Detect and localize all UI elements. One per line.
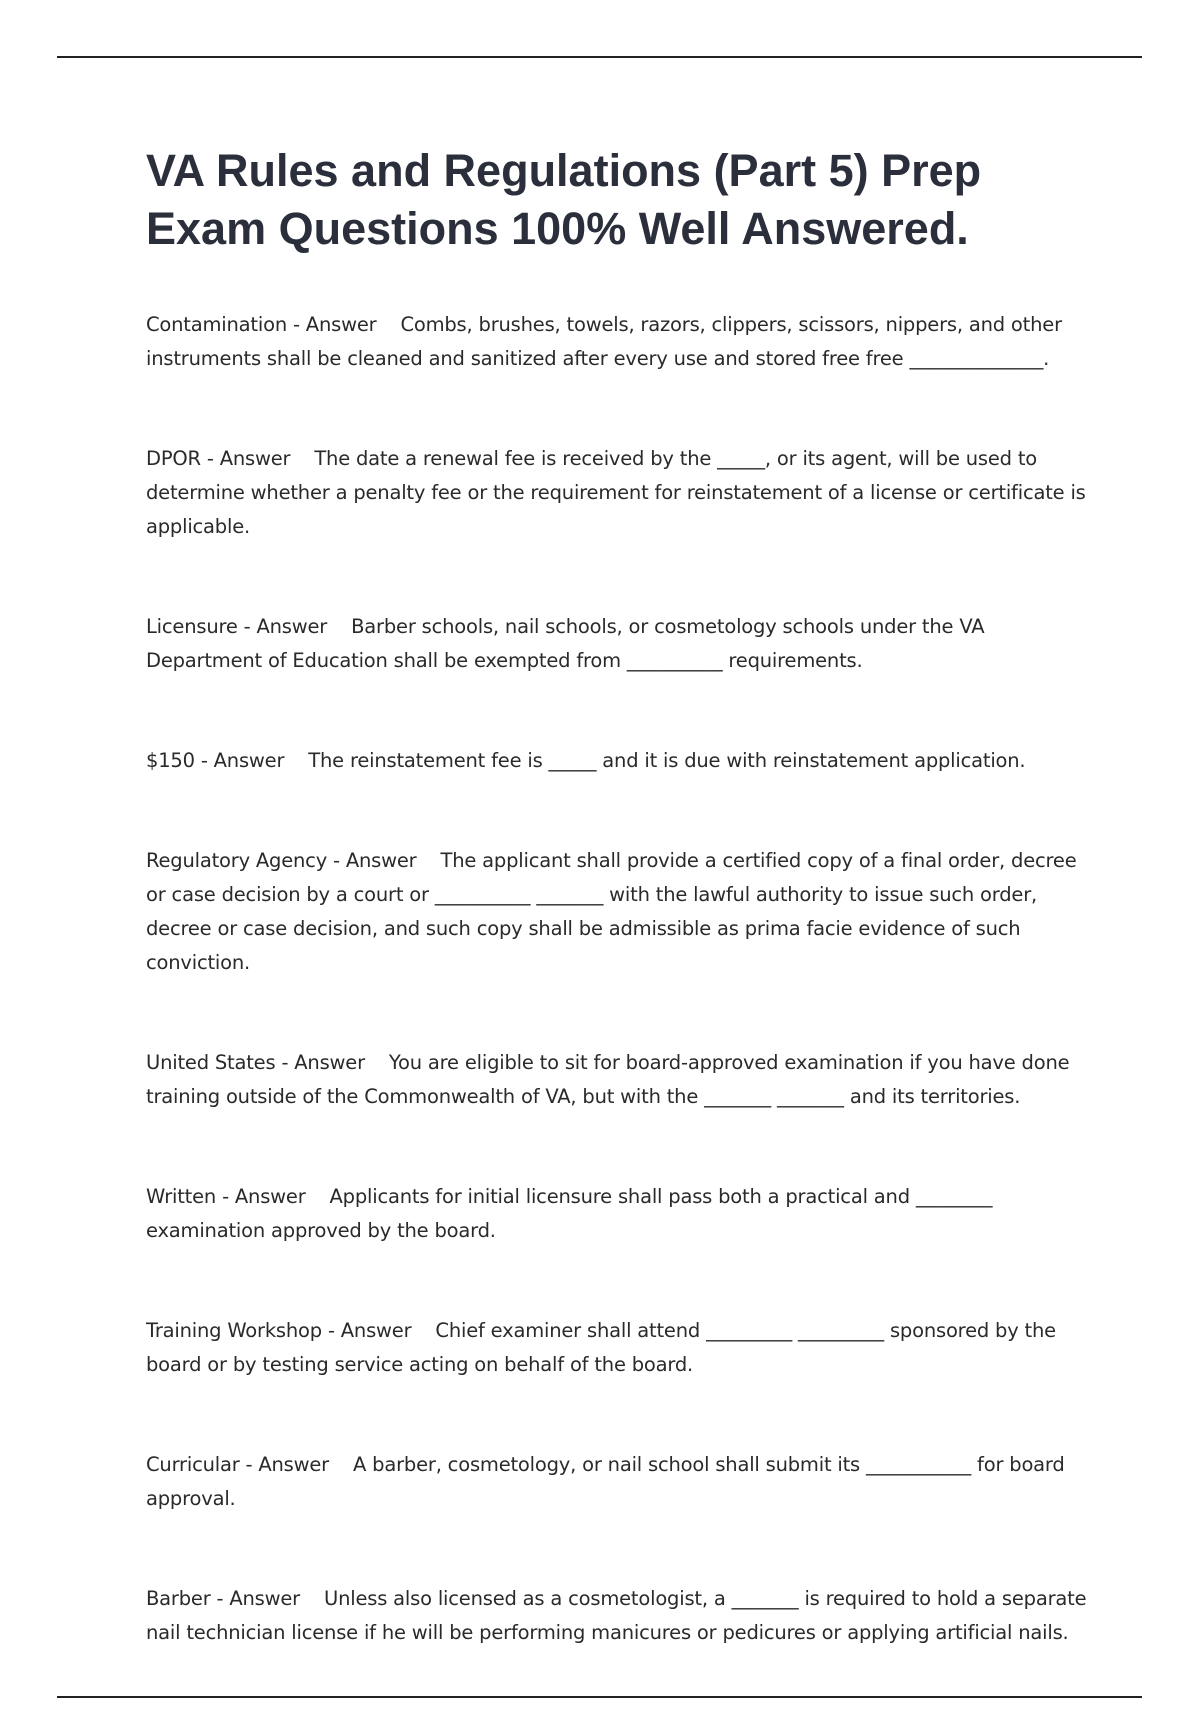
qa-answer: United States - Answer (146, 1051, 365, 1074)
document-body (146, 142, 1096, 1716)
qa-item (146, 844, 1096, 980)
top-divider (57, 56, 1142, 58)
qa-item (146, 442, 1096, 544)
qa-item (146, 1582, 1096, 1650)
qa-question: You are eligible to sit for board-approved examination if you have done training outside of the Commonwealth of VA, but with the _______ _______ and its territories. (146, 1051, 1070, 1108)
qa-item (146, 610, 1096, 678)
qa-question: The reinstatement fee is _____ and it is due with reinstatement application. (308, 749, 1026, 772)
bottom-divider (57, 1696, 1142, 1698)
qa-item (146, 308, 1096, 376)
qa-item (146, 1046, 1096, 1114)
qa-question: The date a renewal fee is received by the _____, or its agent, will be used to determine whether a penalty fee or the requirement for reinstatement of a license or certificate is applicable. (146, 447, 1086, 538)
qa-item (146, 744, 1096, 778)
qa-item (146, 1448, 1096, 1516)
qa-question: Chief examiner shall attend _________ _________ sponsored by the board or by testing service acting on behalf of the board. (146, 1319, 1056, 1376)
document-title: VA Rules and Regulations (Part 5) Prep Exam Questions 100% Well Answered. (146, 145, 982, 254)
qa-question: Barber schools, nail schools, or cosmetology schools under the VA Department of Education shall be exempted from __________ requirements. (146, 615, 985, 672)
qa-question: A barber, cosmetology, or nail school shall submit its ___________ for board approval. (146, 1453, 1065, 1510)
qa-item (146, 1314, 1096, 1382)
qa-answer: Regulatory Agency - Answer (146, 849, 417, 872)
qa-answer: Curricular - Answer (146, 1453, 330, 1476)
qa-answer: Barber - Answer (146, 1587, 300, 1610)
qa-question: The applicant shall provide a certified copy of a final order, decree or case decision by a court or __________ _______ with the lawful authority to issue such order, decree or case decision, and such copy shall be admissible as prima facie evidence of such conviction. (146, 849, 1077, 974)
qa-question: Unless also licensed as a cosmetologist, a _______ is required to hold a separate nail technician license if he will be performing manicures or pedicures or applying artificial nails. (146, 1587, 1087, 1644)
qa-answer: Licensure - Answer (146, 615, 328, 638)
qa-answer: $150 - Answer (146, 749, 285, 772)
qa-question: Combs, brushes, towels, razors, clippers, scissors, nippers, and other instruments shall be cleaned and sanitized after every use and stored free free ______________. (146, 313, 1062, 370)
qa-answer: DPOR - Answer (146, 447, 291, 470)
qa-list (146, 308, 1096, 1650)
qa-answer: Contamination - Answer (146, 313, 377, 336)
qa-question: Applicants for initial licensure shall pass both a practical and ________ examination approved by the board. (146, 1185, 993, 1242)
qa-answer: Training Workshop - Answer (146, 1319, 412, 1342)
qa-answer: Written - Answer (146, 1185, 306, 1208)
qa-item (146, 1180, 1096, 1248)
